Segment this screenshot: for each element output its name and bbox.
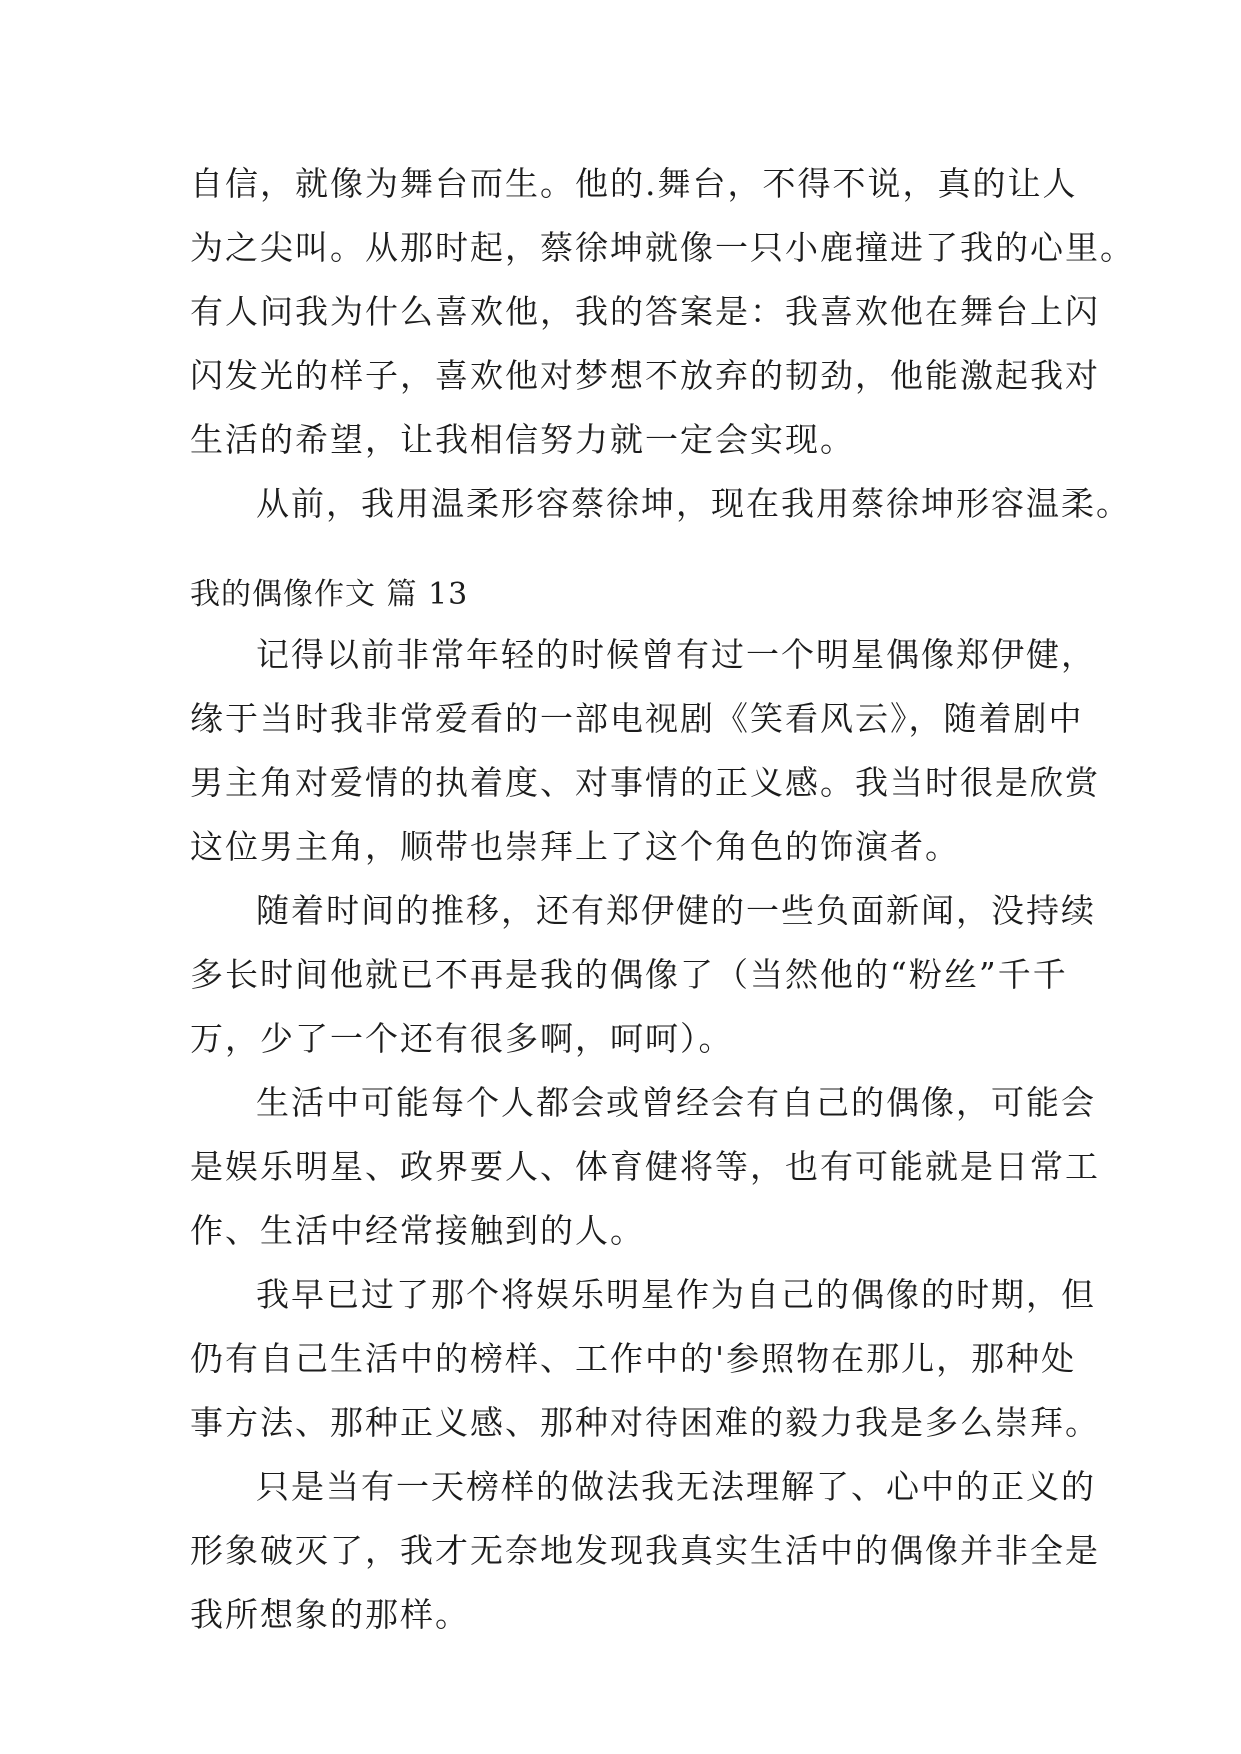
paragraph-line: 是娱乐明星、政界要人、体育健将等，也有可能就是日常工: [190, 1147, 1100, 1186]
text-line: 有人问我为什么喜欢他，我的答案是：我喜欢他在舞台上闪: [190, 292, 1100, 331]
paragraph-line: 记得以前非常年轻的时候曾有过一个明星偶像郑伊健，: [256, 635, 1096, 674]
text-line: 生活的希望，让我相信努力就一定会实现。: [190, 420, 855, 459]
text-line: 闪发光的样子，喜欢他对梦想不放弃的韧劲，他能激起我对: [190, 356, 1100, 395]
paragraph-line: 我早已过了那个将娱乐明星作为自己的偶像的时期，但: [256, 1275, 1096, 1314]
paragraph-line: 生活中可能每个人都会或曾经会有自己的偶像，可能会: [256, 1083, 1096, 1122]
paragraph-line: 只是当有一天榜样的做法我无法理解了、心中的正义的: [256, 1467, 1096, 1506]
paragraph-line: 男主角对爱情的执着度、对事情的正义感。我当时很是欣赏: [190, 763, 1100, 802]
section-heading: 我的偶像作文 篇 13: [190, 577, 469, 612]
paragraph-line: 多长时间他就已不再是我的偶像了（当然他的“粉丝”千千: [190, 955, 1068, 994]
paragraph-line: 这位男主角，顺带也崇拜上了这个角色的饰演者。: [190, 827, 960, 866]
paragraph-line: 我所想象的那样。: [190, 1595, 470, 1634]
paragraph-line: 仍有自己生活中的榜样、工作中的'参照物在那儿，那种处: [190, 1339, 1077, 1378]
paragraph-line: 事方法、那种正义感、那种对待困难的毅力我是多么崇拜。: [190, 1403, 1100, 1442]
text-line: 自信，就像为舞台而生。他的.舞台，不得不说，真的让人: [190, 164, 1078, 203]
paragraph-line: 作、生活中经常接触到的人。: [190, 1211, 645, 1250]
text-line: 为之尖叫。从那时起，蔡徐坤就像一只小鹿撞进了我的心里。: [190, 228, 1135, 267]
paragraph-line: 形象破灭了，我才无奈地发现我真实生活中的偶像并非全是: [190, 1531, 1100, 1570]
paragraph-line: 缘于当时我非常爱看的一部电视剧《笑看风云》，随着剧中: [190, 699, 1084, 738]
paragraph-line: 从前，我用温柔形容蔡徐坤，现在我用蔡徐坤形容温柔。: [256, 484, 1131, 523]
paragraph-line: 万，少了一个还有很多啊，呵呵）。: [190, 1019, 734, 1058]
paragraph-line: 随着时间的推移，还有郑伊健的一些负面新闻，没持续: [256, 891, 1096, 930]
